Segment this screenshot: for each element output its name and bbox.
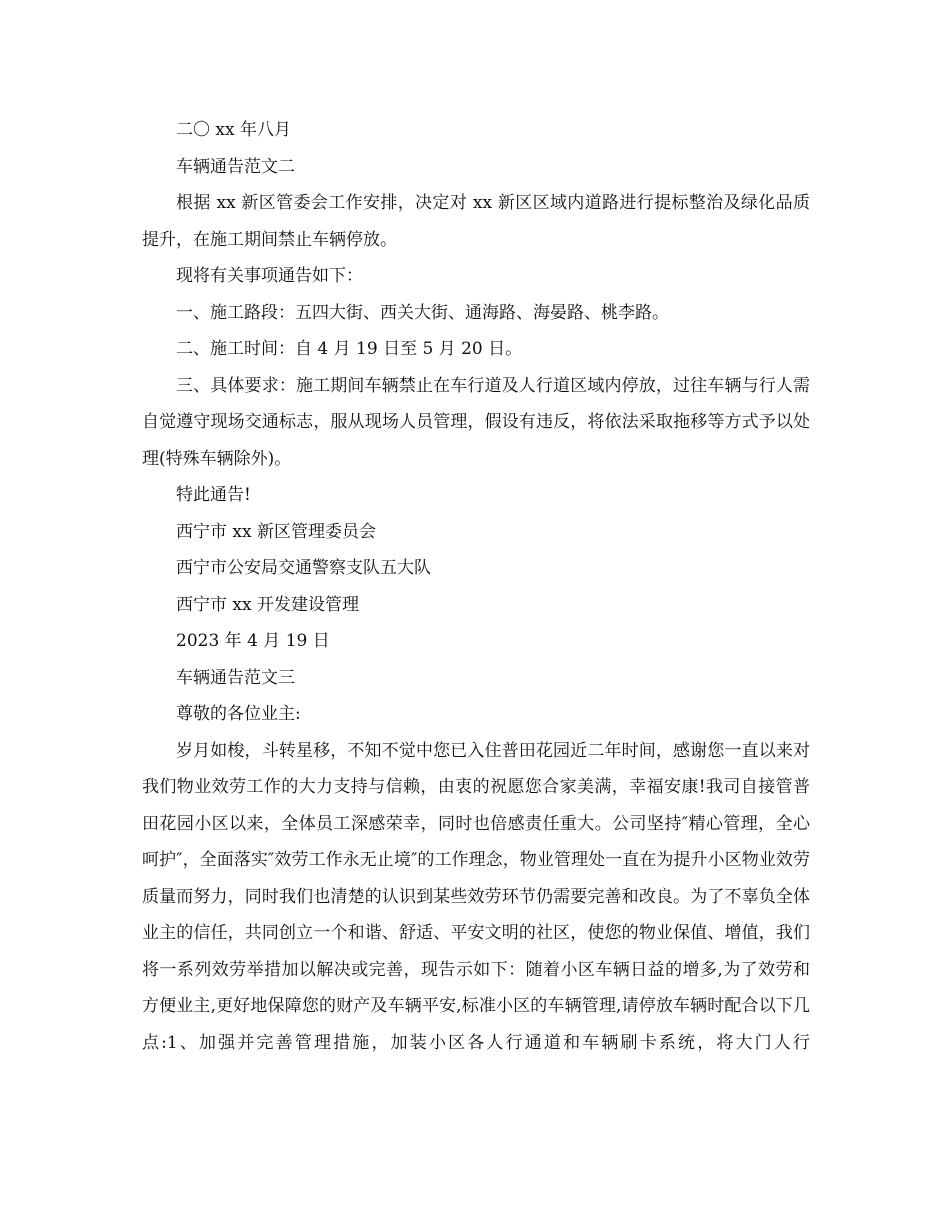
closing-line: 特此通告!	[176, 485, 251, 505]
letter-body-paragraph: 岁月如梭，斗转星移，不知不觉中您已入住普田花园近二年时间，感谢您一直以来对我们物业效劳工作的大力支持与信赖，由衷的祝愿您合家美满，幸福安康!我司自接管普田花园小区以来，全体员工深感荣幸，同时也倍感责任重大。公司坚持″精心管理，全心呵护″，全面落实″效劳工作永无止境″的工作理念，物业管理处一直在为提升小区物业效劳质量而努力，同时我们也清楚的认识到某些效劳环节仍需要完善和改良。为了不辜负全体业主的信任，共同创立一个和谐、舒适、平安文明的社区，使您的物业保值、增值，我们将一系列效劳举措加以解决或完善，现告示如下：随着小区车辆日益的增多,为了效劳和方便业主,更好地保障您的财产及车辆平安,标准小区的车辆管理,请停放车辆时配合以下几点:1、加强并完善管理措施，加装小区各人行通道和车辆刷卡系统，将大门人行	[142, 740, 810, 1053]
notice-intro-paragraph: 根据 xx 新区管委会工作安排，决定对 xx 新区区域内道路进行提标整治及绿化品质提升，在施工期间禁止车辆停放。	[142, 193, 810, 250]
document-body	[142, 112, 810, 1061]
construction-time-item: 二、施工时间：自 4 月 19 日至 5 月 20 日。	[176, 339, 523, 359]
issuer-line-3: 西宁市 xx 开发建设管理	[176, 594, 359, 615]
salutation: 尊敬的各位业主:	[176, 704, 301, 724]
issuer-line-1: 西宁市 xx 新区管理委员会	[176, 521, 376, 542]
requirements-item: 三、具体要求：施工期间车辆禁止在车行道及人行道区域内停放，过往车辆与行人需自觉遵守现场交通标志，服从现场人员管理，假设有违反，将依法采取拖移等方式予以处理(特殊车辆除外)。	[142, 375, 810, 469]
section-title-two: 车辆通告范文二	[176, 156, 295, 177]
notice-lead-paragraph: 现将有关事项通告如下：	[176, 266, 363, 286]
construction-section-item: 一、施工路段：五四大街、西关大街、通海路、海晏路、桃李路。	[176, 302, 669, 323]
issuer-line-2: 西宁市公安局交通警察支队五大队	[176, 558, 431, 578]
issue-date: 2023 年 4 月 19 日	[176, 631, 330, 651]
section-title-three: 车辆通告范文三	[176, 667, 295, 688]
date-line: 二〇 xx 年八月	[176, 120, 291, 140]
